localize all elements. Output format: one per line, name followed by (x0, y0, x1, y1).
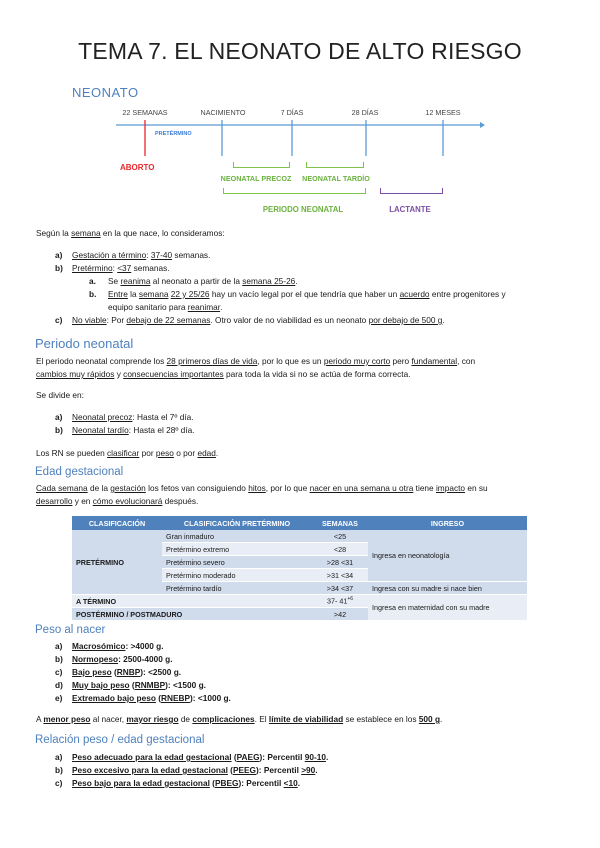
tick-label-22-semanas: 22 SEMANAS (122, 108, 168, 117)
table-cell-pretermino: PRETÉRMINO (72, 530, 162, 595)
table-cell: <28 (312, 543, 368, 556)
table-cell: Pretérmino extremo (162, 543, 312, 556)
tick-label-12-meses: 12 MESES (425, 108, 461, 117)
list-item-no-viable: c) No viable: Por debajo de 22 semanas. Otro valor de no viabilidad es un neonato por debajo de 500 g. (55, 315, 445, 325)
table-header-row (72, 516, 527, 530)
table-cell: 37- $41^{+6}$ (312, 595, 368, 608)
table-header: INGRESO (368, 516, 527, 530)
edad-paragraph-line-2: desarrollo y en cómo evolucionará después. (36, 496, 199, 506)
periodo-paragraph-line-2: cambios muy rápidos y consecuencias importantes para toda la vida si no se actúa de forma correcta. (36, 369, 411, 379)
list-item-neonatal-tardio: b) Neonatal tardío: Hasta el 28º día. (55, 425, 195, 435)
sublist-item-reanima: a. Se reanima al neonato a partir de la semana 25-26. (89, 276, 298, 286)
table-cell: Pretérmino moderado (162, 569, 312, 582)
table-cell-ingreso: Ingresa con su madre si nace bien (368, 582, 527, 595)
tick-label-nacimiento: NACIMIENTO (200, 108, 246, 117)
divide-line: Se divide en: (36, 390, 84, 400)
list-item-peso: d) Muy bajo peso (RNMBP): <1500 g. (55, 680, 206, 690)
tardio-bracket (306, 162, 364, 168)
table-header: CLASIFICACIÓN (72, 516, 162, 530)
tardio-label: NEONATAL TARDÍO (302, 174, 370, 183)
table-cell: Pretérmino tardío (162, 582, 312, 595)
timeline-axis (0, 0, 600, 230)
table-cell-ingreso: Ingresa en neonatología (368, 530, 527, 582)
gestational-classification-table (72, 516, 527, 621)
table-cell: Pretérmino severo (162, 556, 312, 569)
table-cell: >34 <37 (312, 582, 368, 595)
sublist-item-vacio-legal: b. Entre la semana 22 y 25/26 hay un vacío legal por el que tendría que haber un acuerdo entre progenitores y (89, 289, 506, 299)
relacion-heading: Relación peso / edad gestacional (35, 734, 205, 746)
axis-arrow-icon (480, 122, 485, 128)
table-cell-ingreso: Ingresa en maternidad con su madre (368, 595, 527, 621)
list-item-paeg: a) Peso adecuado para la edad gestacional (PAEG): Percentil 90-10. (55, 752, 329, 762)
peso-summary-line: A menor peso al nacer, mayor riesgo de complicaciones. El límite de viabilidad se establece en los 500 g. (36, 714, 443, 724)
periodo-paragraph-line-1: El periodo neonatal comprende los 28 primeros días de vida, por lo que es un periodo muy corto pero fundamental, con (36, 356, 476, 366)
list-item-peeg: b) Peso excesivo para la edad gestacional (PEEG): Percentil >90. (55, 765, 318, 775)
precoz-label: NEONATAL PRECOZ (220, 174, 292, 183)
aborto-label: ABORTO (120, 163, 155, 172)
edad-paragraph-line-1: Cada semana de la gestación los fetos van consiguiendo hitos, por lo que nacer en una semana u otra tiene impacto en su (36, 483, 488, 493)
list-item-termino: a) Gestación a término: 37-40 semanas. (55, 250, 211, 260)
tick-label-7-dias: 7 DÍAS (280, 108, 304, 117)
table-cell: >42 (312, 608, 368, 621)
table-cell: Gran inmaduro (162, 530, 312, 543)
page-title: TEMA 7. EL NEONATO DE ALTO RIESGO (78, 38, 522, 64)
table-header: SEMANAS (312, 516, 368, 530)
list-item-peso: a) Macrosómico: >4000 g. (55, 641, 164, 651)
neonato-heading: NEONATO (72, 85, 139, 100)
table-cell: >28 <31 (312, 556, 368, 569)
periodo-neonatal-label: PERIODO NEONATAL (262, 205, 344, 214)
table-row (72, 595, 527, 608)
table-row (72, 530, 527, 543)
table-cell-postermino: POSTÉRMINO / POSTMADURO (72, 608, 312, 621)
table-cell: >31 <34 (312, 569, 368, 582)
list-item-peso: e) Extremado bajo peso (RNEBP): <1000 g. (55, 693, 231, 703)
pretermino-label: PRETÉRMINO (155, 131, 192, 137)
precoz-bracket (233, 162, 290, 168)
list-item-pbeg: c) Peso bajo para la edad gestacional (PBEG): Percentil <10. (55, 778, 301, 788)
list-item-neonatal-precoz: a) Neonatal precoz: Hasta el 7º día. (55, 412, 194, 422)
list-item-peso: b) Normopeso: 2500-4000 g. (55, 654, 173, 664)
lactante-label: LACTANTE (389, 205, 431, 214)
intro-line: Según la semana en la que nace, lo consideramos: (36, 228, 225, 238)
sublist-item-vacio-legal-cont: equipo sanitario para reanimar. (108, 302, 223, 312)
periodo-bracket (223, 188, 366, 194)
periodo-neonatal-heading: Periodo neonatal (35, 336, 134, 351)
list-item-peso: c) Bajo peso (RNBP): <2500 g. (55, 667, 182, 677)
rn-clasificar-line: Los RN se pueden clasificar por peso o por edad. (36, 448, 219, 458)
lactante-bracket (380, 188, 443, 194)
table-header: CLASIFICACIÓN PRETÉRMINO (162, 516, 312, 530)
table-cell-termino: A TÉRMINO (72, 595, 312, 608)
peso-al-nacer-heading: Peso al nacer (35, 624, 106, 636)
tick-label-28-dias: 28 DÍAS (351, 108, 379, 117)
edad-gestacional-heading: Edad gestacional (35, 466, 124, 478)
list-item-pretermino: b) Pretérmino: <37 semanas. (55, 263, 170, 273)
table-cell: <25 (312, 530, 368, 543)
